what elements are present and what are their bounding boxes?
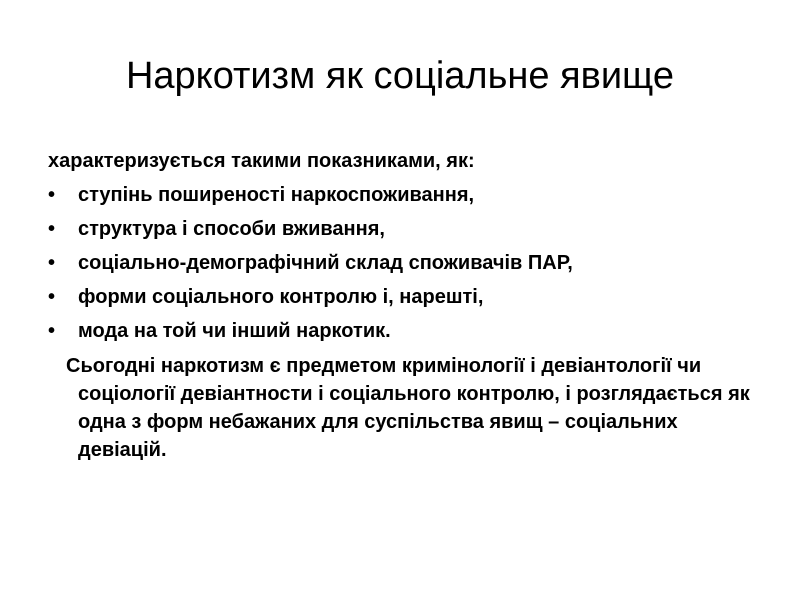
list-item [48, 280, 758, 314]
list-item-text: мода на той чи інший наркотик. [78, 320, 391, 342]
list-item [48, 314, 758, 348]
list-item-text: соціально-демографічний склад споживачів ПАР, [78, 252, 573, 274]
summary-paragraph: Сьогодні наркотизм є предметом кримінології і девіантології чи соціології девіантности і соціального контролю, і розглядається як одна з форм небажаних для суспільства явищ – соціальних девіацій. [66, 355, 750, 461]
list-item [48, 212, 758, 246]
intro-text: характеризується такими показниками, як: [48, 150, 475, 172]
list-item [48, 178, 758, 212]
slide-title: Наркотизм як соціальне явище [125, 55, 675, 97]
bullet-icon: • [48, 218, 56, 240]
list-item [48, 246, 758, 280]
bullet-icon: • [48, 184, 56, 206]
bullet-icon: • [48, 252, 56, 274]
bullet-icon: • [48, 286, 56, 308]
list-item-text: форми соціального контролю і, нарешті, [78, 286, 484, 308]
list-item-text: ступінь поширеності наркоспоживання, [78, 184, 475, 206]
bullet-icon: • [48, 320, 56, 342]
list-item-text: структура і способи вживання, [78, 218, 385, 240]
bullet-list [48, 178, 758, 348]
slide-body [48, 144, 758, 464]
